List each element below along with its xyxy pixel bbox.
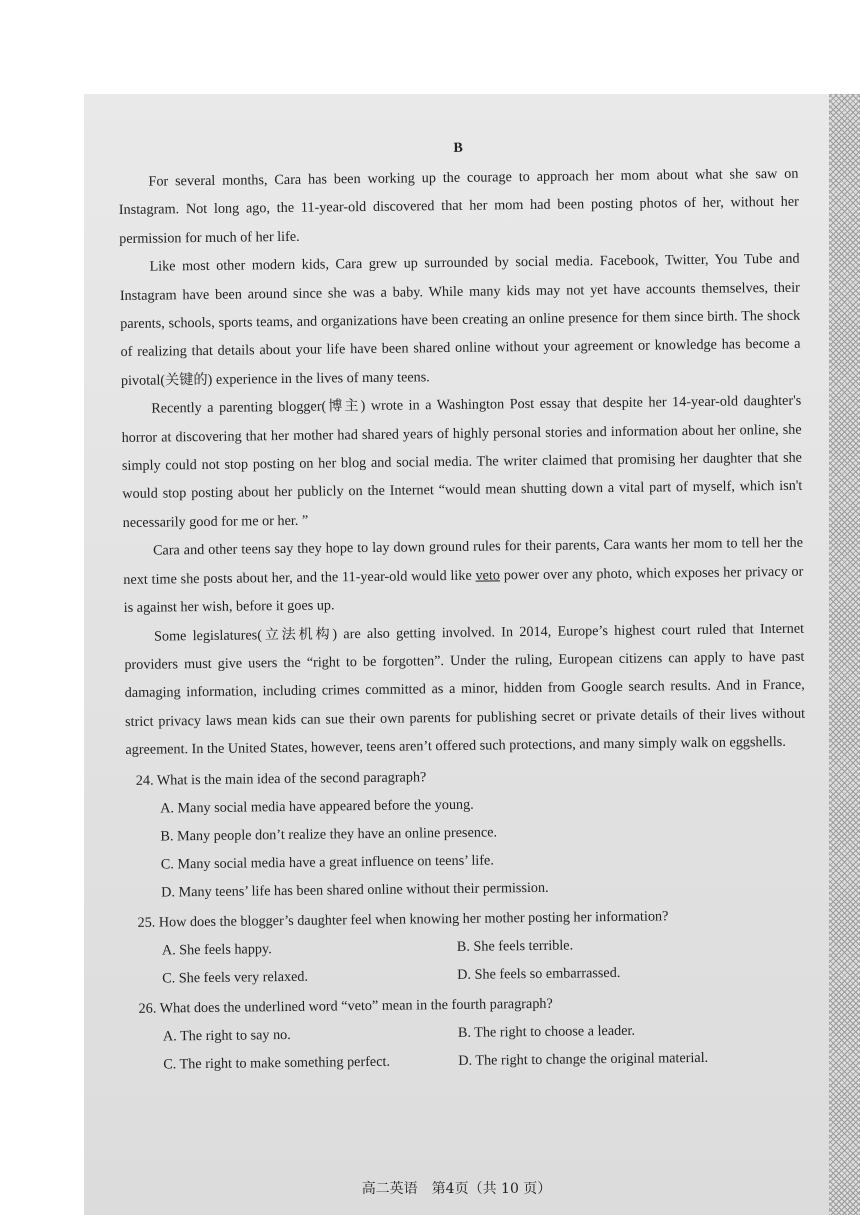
binding-margin-pattern xyxy=(829,94,860,1215)
paragraph xyxy=(119,245,801,395)
answer-option: D. The right to change the original material. xyxy=(458,1049,709,1069)
answer-options xyxy=(160,786,807,906)
exam-page xyxy=(84,94,829,1215)
answer-option: C. She feels very relaxed. xyxy=(162,968,309,987)
section-heading: B xyxy=(453,140,463,156)
answer-option: C. The right to make something perfect. xyxy=(163,1053,391,1073)
answer-option: A. The right to say no. xyxy=(162,1026,291,1045)
answer-option: B. The right to choose a leader. xyxy=(457,1022,636,1041)
paragraph-text: Some legislatures(立法机构) are also getting involved. In 2014, Europe’s highest court ruled that Internet providers must give users the “right to be forgotten”. Under the ruling, European citizens can apply to have past damaging information, including crimes committed as a minor, hidden from Google search results. And in France, strict privacy laws mean kids can sue their own parents for publishing secret or private details of their lives without agreement. In the United States, however, teens aren’t offered such protections, and many simply walk on eggshells. xyxy=(124,620,806,759)
paragraph xyxy=(121,387,803,537)
question-text: 24. What is the main idea of the second paragraph? xyxy=(135,768,427,789)
paragraph-text: power over any photo, which exposes her privacy or is against her wish, before it goes up. xyxy=(123,563,804,617)
answer-option: C. Many social media have a great influence on teens’ life. xyxy=(160,851,494,873)
question-text: 26. What does the underlined word “veto” mean in the fourth paragraph? xyxy=(138,995,553,1017)
answer-option: A. She feels happy. xyxy=(161,940,272,959)
paragraph-text: Recently a parenting blogger(博主) wrote in a Washington Post essay that despite her 14-year-old daughter's horror at discovering that her mother had shared years of highly personal stories and information about her online, she simply could not stop posting on her blog and social media. The writer claimed that promising her daughter that she would stop posting about her publicly on the Internet “would mean shutting down a vital part of myself, which isn't necessarily good for me or her. ” xyxy=(121,392,803,531)
answer-options xyxy=(162,928,809,992)
paragraph xyxy=(118,160,799,254)
reading-passage xyxy=(118,160,805,765)
answer-option: B. Many people don’t realize they have an online presence. xyxy=(160,823,498,845)
page-content xyxy=(118,132,809,1079)
question-text: 25. How does the blogger’s daughter feel when knowing her mother posting her information? xyxy=(137,907,669,931)
answer-option: D. She feels so embarrassed. xyxy=(457,964,621,983)
paragraph-text: Cara and other teens say they hope to lay down ground rules for their parents, Cara wants her mom to tell her the next time she posts about her, and the 11-year-old would like xyxy=(123,534,804,588)
underlined-word: veto xyxy=(475,567,501,584)
answer-option: D. Many teens’ life has been shared online without their permission. xyxy=(161,879,549,901)
answer-option: B. She feels terrible. xyxy=(456,937,574,955)
page-footer: 高二英语 第4页（共 10 页） xyxy=(361,1181,552,1197)
paragraph-text: For several months, Cara has been working up the courage to approach her mom about what she saw on Instagram. Not long ago, the 11-year-old discovered that her mom had been posting photos of her, without her permission for much of her life. xyxy=(118,165,799,247)
paragraph xyxy=(124,614,806,764)
paragraph-text: Like most other modern kids, Cara grew up surrounded by social media. Facebook, Twitter, You Tube and Instagram have been around since she was a baby. While many kids may not yet have accounts themselves, their parents, schools, sports teams, and organizations have been creating an online presence for them since birth. The shock of realizing that details about your life have been shared online without your agreement or knowledge has become a pivotal(关键的) experience in the lives of many teens. xyxy=(119,250,801,389)
question-list xyxy=(126,758,810,1078)
answer-options xyxy=(163,1014,810,1078)
answer-option: A. Many social media have appeared before the young. xyxy=(160,796,474,817)
paragraph xyxy=(123,529,804,623)
